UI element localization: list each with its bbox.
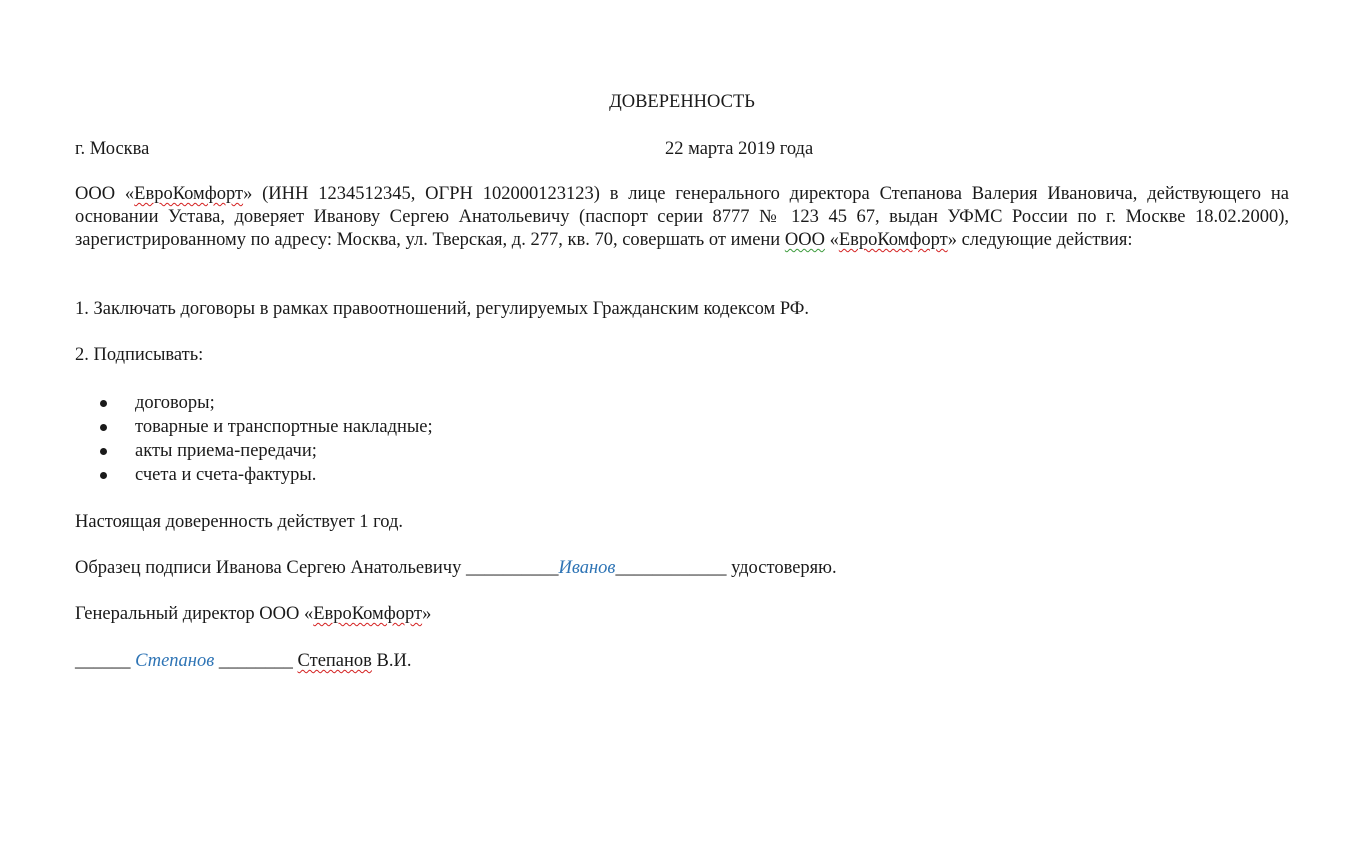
validity-statement: Настоящая доверенность действует 1 год.	[75, 512, 404, 532]
company-form: ООО	[784, 230, 825, 250]
bullet-icon	[100, 472, 107, 479]
bullet-icon	[100, 424, 107, 431]
director-signature-line	[75, 650, 411, 673]
bullet-text: акты приема-передачи;	[135, 441, 317, 461]
company-name: ЕвроКомфорт	[838, 230, 948, 250]
list-item-1: 1. Заключать договоры в рамках правоотношений, регулируемых Гражданским кодексом РФ.	[75, 299, 810, 319]
bullet-item	[75, 463, 433, 487]
signline-prefix: ______	[75, 651, 136, 671]
bullet-item	[75, 391, 433, 415]
signline-middle: ________	[214, 651, 298, 671]
director-prefix: Генеральный директор ООО «	[75, 604, 314, 624]
intro-text-2: » (ИНН 1234512345, ОГРН 102000123123) в лице генерального директора Степанова Валерия Ивановича, действующего на основании Устава, доверяет Иванову Сергею Анатольевичу (паспорт серии 8777 № 123 45 67, выдан УФМС России по г. Москве 18.02.2000), зарегистрированному по адресу: Москва, ул. Тверская, д. 277, кв. 70, совершать от имени	[75, 184, 1289, 250]
intro-text-4: » следующие действия:	[947, 230, 1133, 250]
sample-prefix: Образец подписи Иванова Сергею Анатольевичу __________	[75, 558, 559, 578]
director-title	[75, 603, 431, 626]
intro-text-1: ООО «	[75, 184, 135, 204]
intro-paragraph	[75, 183, 1289, 252]
document-title: ДОВЕРЕННОСТЬ	[609, 92, 755, 112]
company-name: ЕвроКомфорт	[134, 184, 244, 204]
bullet-item	[75, 439, 433, 463]
bullet-item	[75, 415, 433, 439]
bullet-text: счета и счета-фактуры.	[135, 465, 317, 485]
director-surname: Степанов	[297, 651, 372, 671]
document-page	[75, 0, 1289, 860]
intro-text-3: «	[824, 230, 839, 250]
bullet-icon	[100, 400, 107, 407]
date: 22 марта 2019 года	[665, 139, 814, 159]
city: г. Москва	[75, 139, 150, 159]
signature-stepanov: Степанов	[135, 651, 215, 671]
bullet-list	[75, 391, 433, 487]
director-initials: В.И.	[371, 651, 412, 671]
bullet-icon	[100, 448, 107, 455]
bullet-text: договоры;	[135, 393, 215, 413]
list-item-2: 2. Подписывать:	[75, 345, 204, 365]
sample-suffix: ____________ удостоверяю.	[615, 558, 837, 578]
signature-sample	[75, 557, 837, 580]
company-name: ЕвроКомфорт	[313, 604, 423, 624]
bullet-text: товарные и транспортные накладные;	[135, 417, 433, 437]
director-suffix: »	[422, 604, 432, 624]
signature-ivanov: Иванов	[558, 558, 616, 578]
